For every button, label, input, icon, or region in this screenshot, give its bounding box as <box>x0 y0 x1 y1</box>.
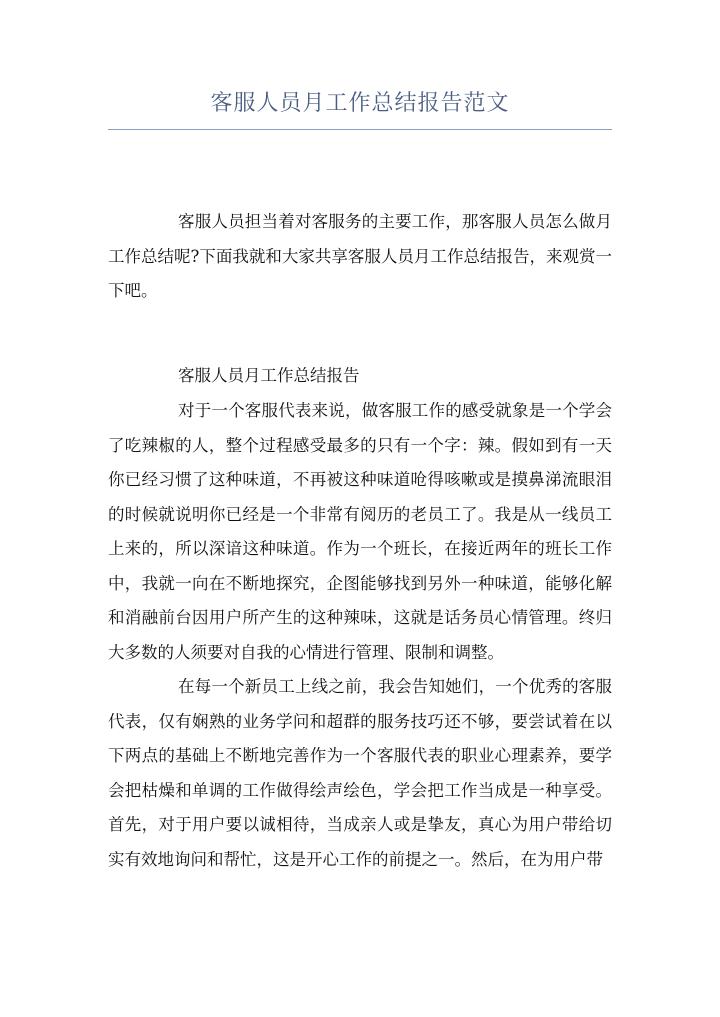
title-divider <box>108 129 612 130</box>
body-paragraph-1: 对于一个客服代表来说，做客服工作的感受就象是一个学会了吃辣椒的人，整个过程感受最多的只有一个字：辣。假如到有一天你已经习惯了这种味道，不再被这种味道呛得咳嗽或是摸鼻涕流眼泪的时候就说明你已经是一个非常有阅历的老员工了。我是从一线员工上来的，所以深谙这种味道。作为一个班长，在接近两年的班长工作中，我就一向在不断地探究，企图能够找到另外一种味道，能够化解和消融前台因用户所产生的这种辣味，这就是话务员心情管理。终归大多数的人须要对自我的心情进行管理、限制和调整。 <box>108 401 612 662</box>
section-heading: 客服人员月工作总结报告 <box>178 366 360 385</box>
document-title: 客服人员月工作总结报告范文 <box>210 91 510 116</box>
body-paragraph-2: 在每一个新员工上线之前，我会告知她们，一个优秀的客服代表，仅有娴熟的业务学问和超群的服务技巧还不够，要尝试着在以下两点的基础上不断地完善作为一个客服代表的职业心理素养，要学会把枯燥和单调的工作做得绘声绘色，学会把工作当成是一种享受。首先，对于用户要以诚相待，当成亲人或是挚友，真心为用户带给切实有效地询问和帮忙，这是开心工作的前提之一。然后，在为用户带 <box>108 677 612 869</box>
intro-paragraph: 客服人员担当着对客服务的主要工作，那客服人员怎么做月工作总结呢?下面我就和大家共享客服人员月工作总结报告，来观赏一下吧。 <box>108 212 612 300</box>
